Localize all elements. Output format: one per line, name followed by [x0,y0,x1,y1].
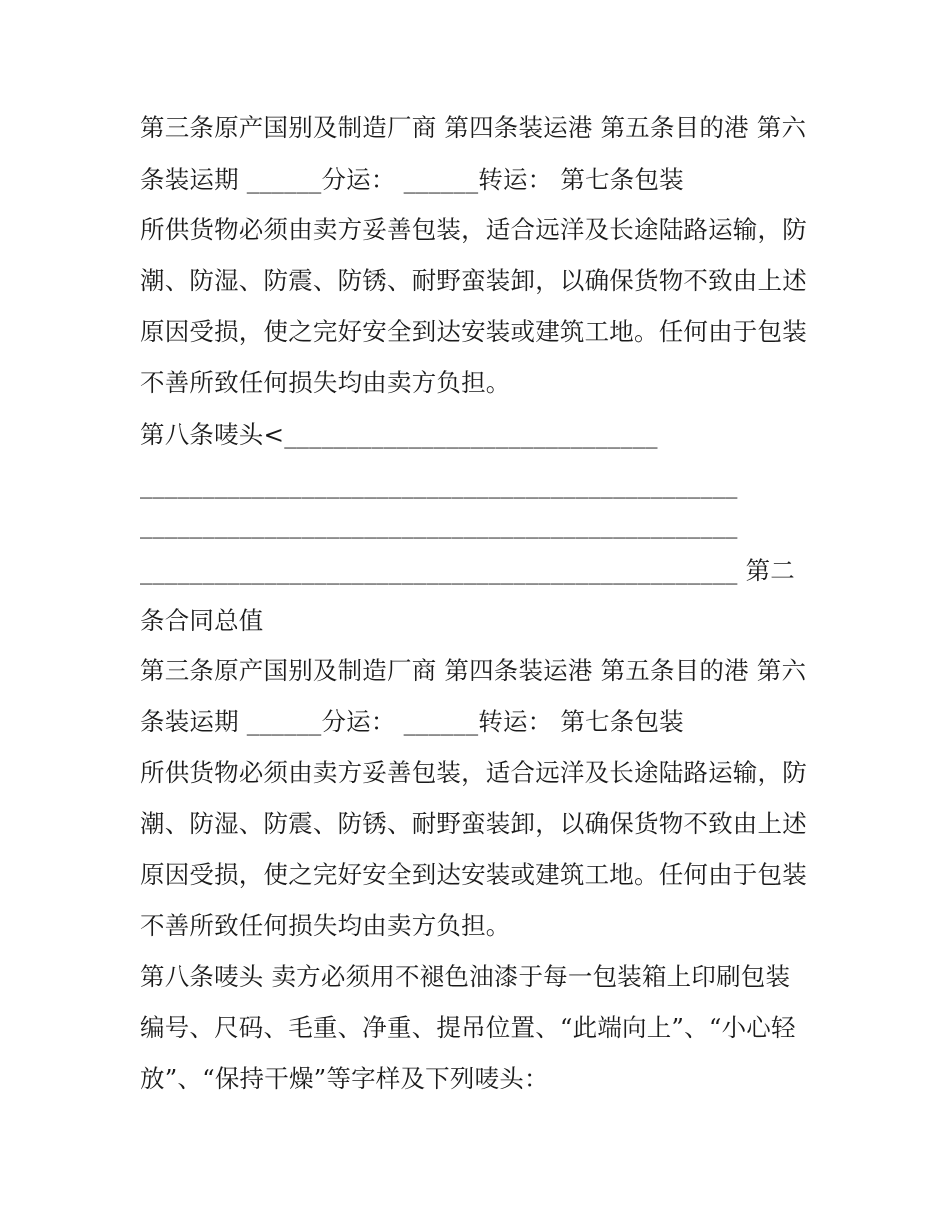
text-line: ________________________________________________ [140,470,738,499]
text-line: ________________________________________________ [140,510,738,539]
text-line: 条合同总值 [140,606,264,635]
text-line: 第八条唛头 卖方必须用不褪色油漆于每一包装箱上印刷包装 [140,962,791,991]
text-line: 放”、“保持干燥”等字样及下列唛头： [140,1064,549,1093]
text-line: 不善所致任何损失均由卖方负担。 [140,911,511,940]
text-line: 第三条原产国别及制造厂商 第四条装运港 第五条目的港 第六 [140,113,807,142]
text-line: 原因受损，使之完好安全到达安装或建筑工地。任何由于包装 [140,860,807,889]
text-line: 所供货物必须由卖方妥善包装，适合远洋及长途陆路运输，防 [140,758,807,787]
text-line: 不善所致任何损失均由卖方负担。 [140,368,511,397]
text-line: 第八条唛头<______________________________ [140,420,658,449]
text-line: 编号、尺码、毛重、净重、提吊位置、“此端向上”、“小心轻 [140,1013,796,1042]
text-line: 条装运期 ______分运： ______转运： 第七条包装 [140,707,684,736]
text-line: 条装运期 ______分运： ______转运： 第七条包装 [140,165,684,194]
text-line: 所供货物必须由卖方妥善包装，适合远洋及长途陆路运输，防 [140,215,807,244]
text-line: 第三条原产国别及制造厂商 第四条装运港 第五条目的港 第六 [140,656,807,685]
text-line: ________________________________________________ 第二 [140,556,795,585]
text-line: 潮、防湿、防震、防锈、耐野蛮装卸，以确保货物不致由上述 [140,809,807,838]
text-line: 原因受损，使之完好安全到达安装或建筑工地。任何由于包装 [140,317,807,346]
text-line: 潮、防湿、防震、防锈、耐野蛮装卸，以确保货物不致由上述 [140,266,807,295]
